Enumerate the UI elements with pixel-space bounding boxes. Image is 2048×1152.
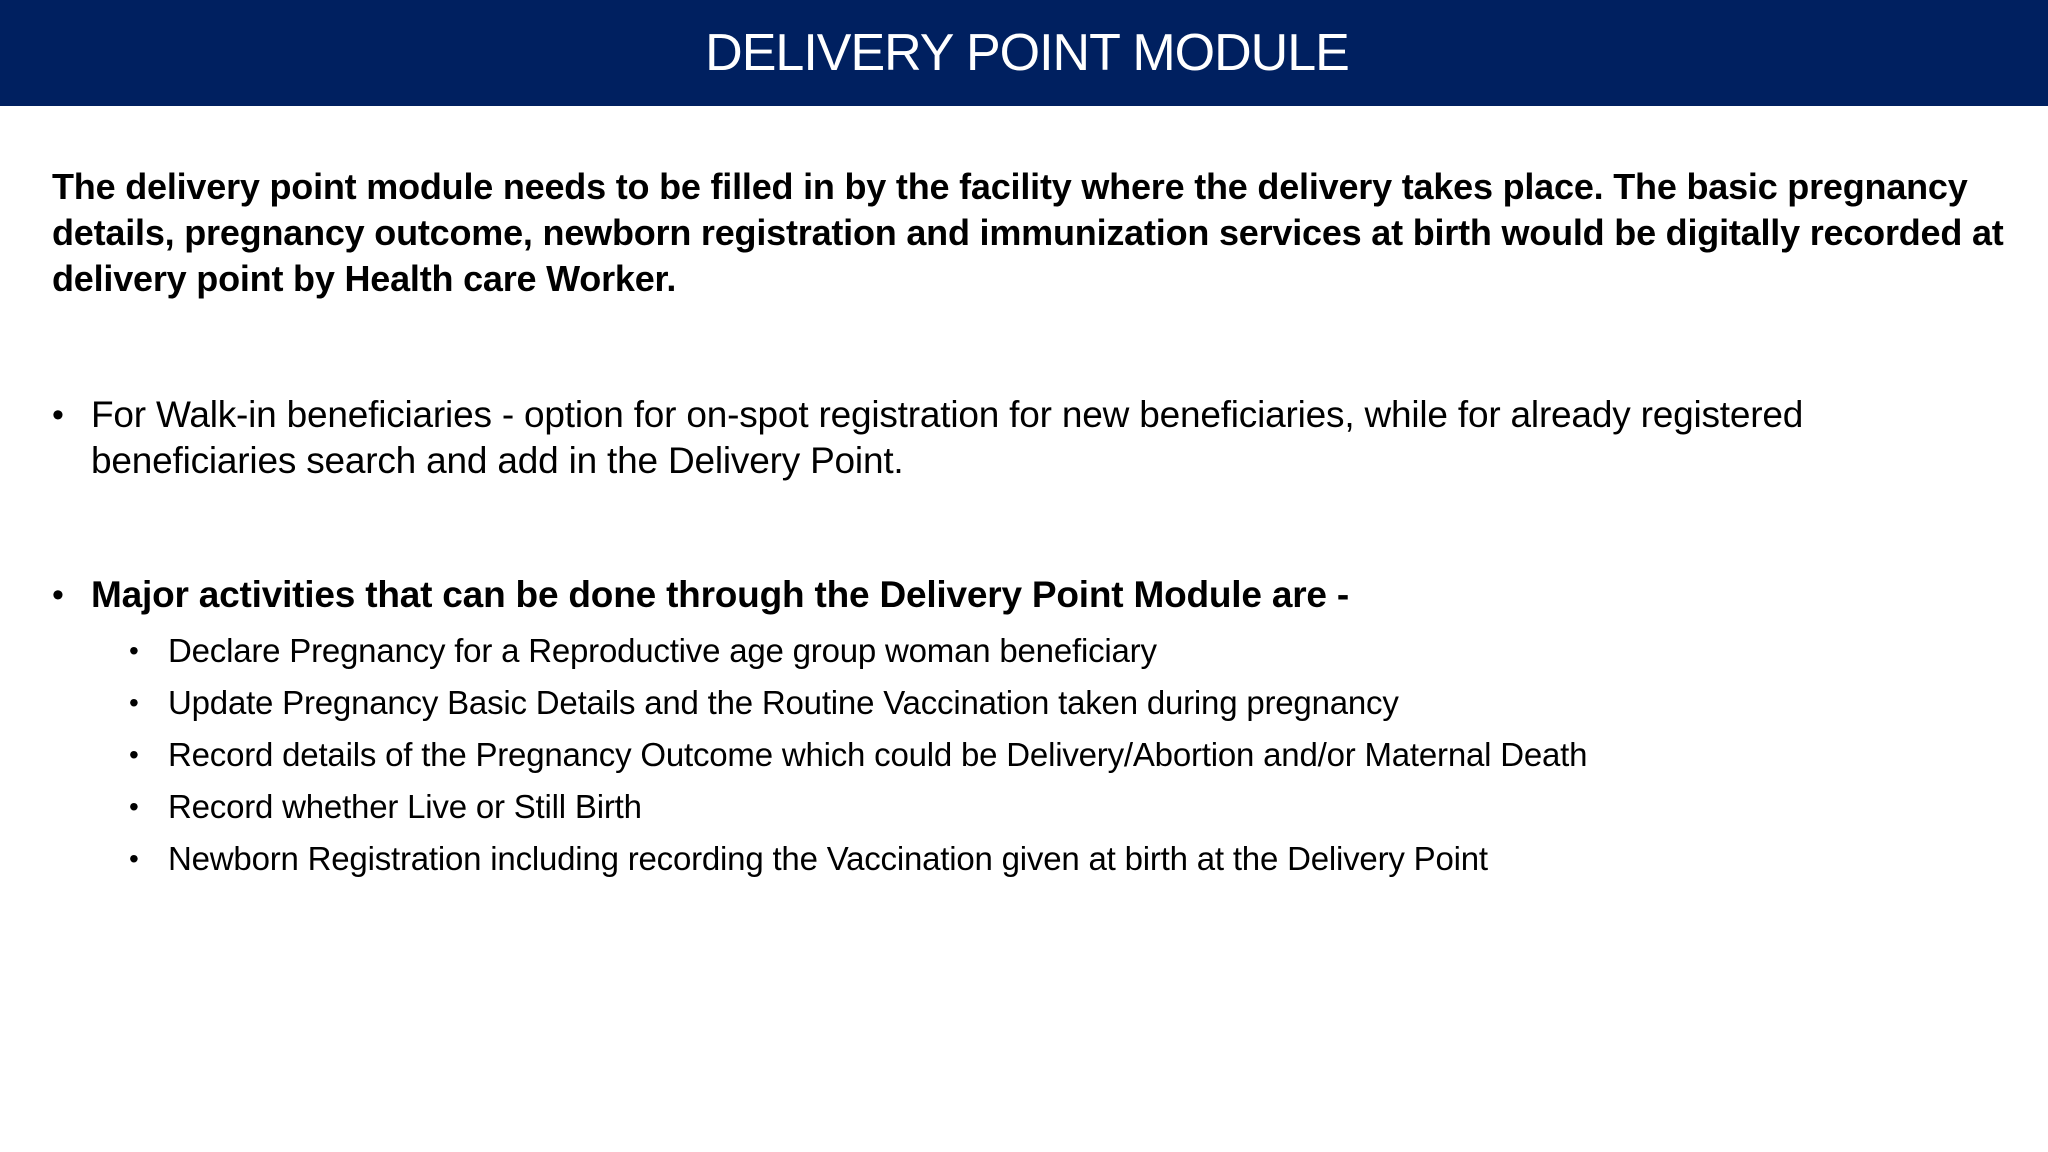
page-title: DELIVERY POINT MODULE bbox=[705, 24, 1349, 82]
list-item bbox=[129, 731, 2009, 783]
intro-paragraph: The delivery point module needs to be filled in by the facility where the delivery takes place. The basic pregnancy details, pregnancy outcome, newborn registration and immunization services at birth would be digitally recorded at delivery point by Health care Worker. bbox=[52, 166, 2004, 299]
bullet-dot: • bbox=[129, 791, 139, 822]
bullet-dot: • bbox=[52, 396, 64, 434]
bullet-walkin bbox=[52, 392, 2012, 484]
title-bar bbox=[0, 0, 2048, 106]
list-item bbox=[129, 679, 2009, 731]
activities-list bbox=[129, 627, 2009, 887]
list-item bbox=[129, 835, 2009, 887]
bullet-dot: • bbox=[129, 635, 139, 666]
bullet-dot: • bbox=[129, 843, 139, 874]
major-activities-heading: Major activities that can be done through the Delivery Point Module are - bbox=[91, 574, 1349, 615]
list-item bbox=[129, 627, 2009, 679]
bullet-dot: • bbox=[129, 687, 139, 718]
activity-text: Newborn Registration including recording the Vaccination given at birth at the Delivery Point bbox=[168, 840, 1488, 877]
bullet-dot: • bbox=[129, 739, 139, 770]
activity-text: Declare Pregnancy for a Reproductive age group woman beneficiary bbox=[168, 632, 1157, 669]
list-item bbox=[129, 783, 2009, 835]
activity-text: Update Pregnancy Basic Details and the Routine Vaccination taken during pregnancy bbox=[168, 684, 1399, 721]
walkin-text: For Walk-in beneficiaries - option for on-spot registration for new beneficiaries, while for already registered beneficiaries search and add in the Delivery Point. bbox=[91, 394, 1804, 481]
bullet-dot: • bbox=[52, 576, 64, 614]
activity-text: Record whether Live or Still Birth bbox=[168, 788, 642, 825]
activity-text: Record details of the Pregnancy Outcome which could be Delivery/Abortion and/or Maternal Death bbox=[168, 736, 1588, 773]
bullet-major-activities bbox=[52, 572, 2012, 618]
